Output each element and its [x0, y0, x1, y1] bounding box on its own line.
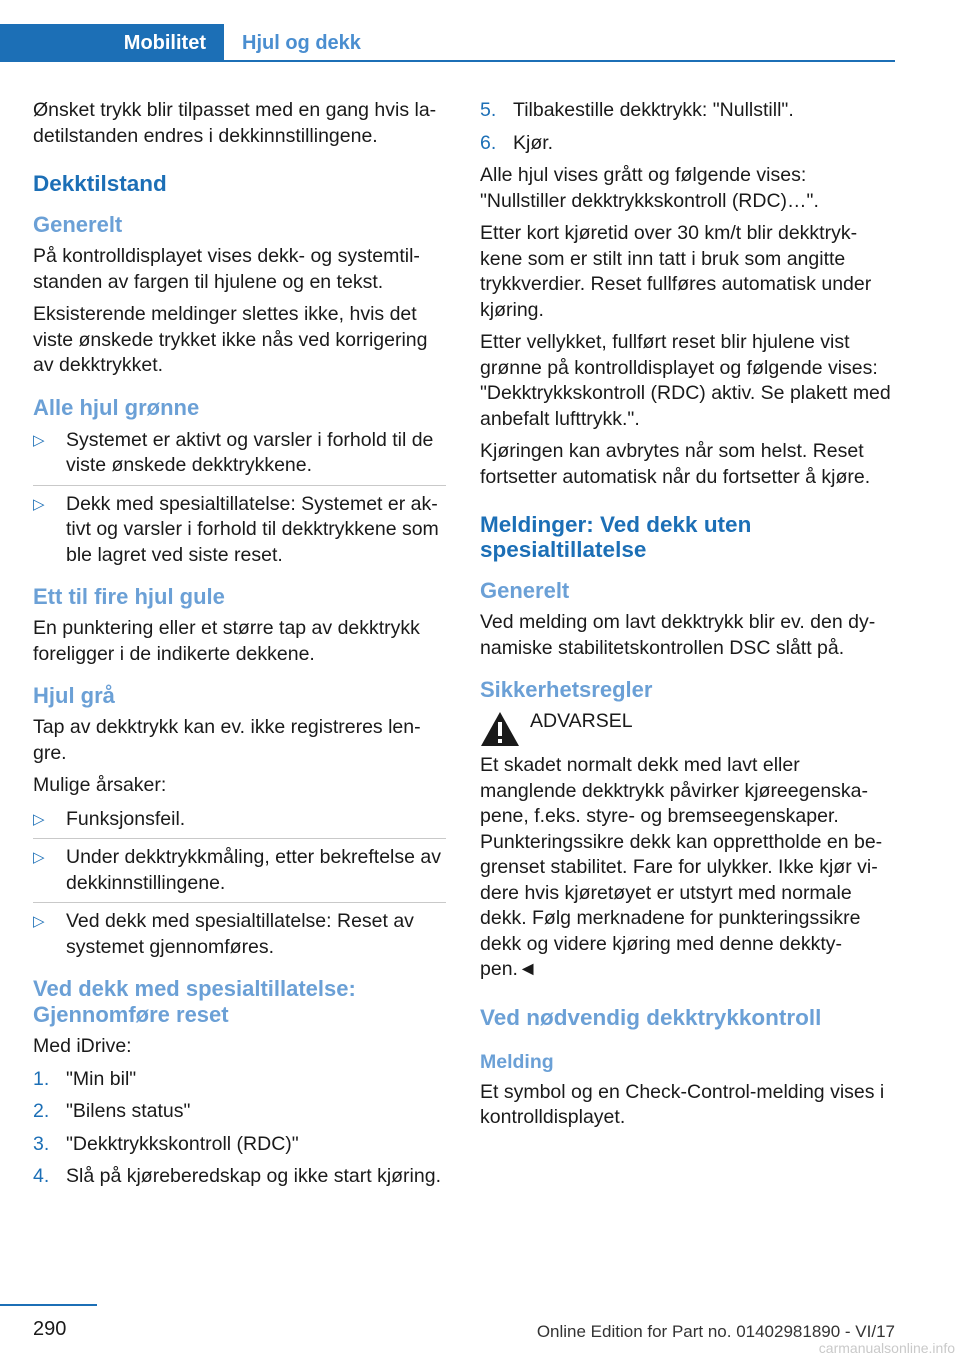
list-item: 1. "Min bil": [33, 1067, 137, 1090]
list-item: 6. Kjør.: [480, 131, 554, 154]
warning-text: Et skadet normalt dekk med lavt eller manglende dekktrykk påvirker kjøreegenska-pene, f.eks. styre- og bremseegenskaper. Punkteringssikre dekk kan opprettholde en be-grenset stabilitet. Fare for ulykker. Ikke kjør vi-dere hvis kjøretøyet er utstyrt med normale dekk. Følg merknadene for punkteringssikre dekk og videre kjøring med denne dekkty-pen.◄: [480, 754, 883, 980]
header-tabs: [0, 24, 895, 62]
paragraph-2: Etter kort kjøretid over 30 km/t blir dekktryk-kene som er stilt inn tatt i bruk som angitte trykkverdier. Reset fullføres automatisk under kjøring.: [480, 222, 872, 321]
paragraph-1: Alle hjul vises grått og følgende vises: "Nullstiller dekktrykkskontroll (RDC)…".: [480, 164, 819, 212]
list-item: ▷ Under dekktrykkmåling, etter bekreftelse av dekkinnstillingene.: [33, 838, 446, 896]
heading-alle-hjul-gronne: Alle hjul grønne: [33, 394, 200, 420]
list-item: 4. Slå på kjøreberedskap og ikke start kjøring.: [33, 1165, 441, 1187]
list-item: 5. Tilbakestille dekktrykk: "Nullstill".: [480, 99, 794, 121]
triangle-bullet-icon: ▷: [33, 431, 45, 449]
paragraph-3: Etter vellykket, fullført reset blir hjulene vist grønne på kontrolldisplayet og følgende vises: "Dekktrykkskontroll (RDC) aktiv. Se plakett med anbefalt lufttrykk.".: [480, 331, 891, 430]
list-item: ▷ Systemet er aktivt og varsler i forhold til de viste ønskede dekktrykkene.: [33, 428, 434, 476]
heading-melding: Melding: [480, 1050, 554, 1073]
triangle-bullet-icon: ▷: [33, 810, 45, 828]
triangle-bullet-icon: ▷: [33, 849, 45, 866]
heading-dekktilstand: Dekktilstand: [33, 171, 167, 196]
edition-text: Online Edition for Part no. 01402981890 - VI/17: [536, 1322, 895, 1341]
numbered-steps-right: [480, 98, 895, 156]
paragraph-4: Kjøringen kan avbrytes når som helst. Reset fortsetter automatisk når du fortsetter å kjøre.: [480, 440, 871, 488]
tab-mobilitet: Mobilitet: [0, 24, 224, 62]
list-item: ▷ Dekk med spesialtillatelse: Systemet er ak-tivt og varsler i forhold til dekktrykkene som ble lagret ved siste reset.: [33, 485, 446, 569]
header-rule: [224, 60, 895, 62]
paragraph-arsaker: Mulige årsaker:: [33, 774, 167, 796]
bullet-list-gra: [33, 806, 446, 961]
triangle-bullet-icon: ▷: [33, 495, 45, 513]
warning-title: ADVARSEL: [530, 710, 633, 732]
heading-generelt: Generelt: [33, 212, 123, 237]
bullet-list-gronne: [33, 427, 446, 569]
footer-rule: [0, 1304, 97, 1306]
heading-meldinger: Meldinger: Ved dekk uten spesialtillatelse: [480, 512, 752, 562]
warning-triangle-icon: [480, 711, 520, 747]
triangle-bullet-icon: ▷: [33, 913, 45, 930]
heading-sikkerhetsregler: Sikkerhetsregler: [480, 677, 653, 702]
heading-generelt-right: Generelt: [480, 578, 570, 603]
paragraph-gule: En punktering eller et større tap av dekktrykk foreligger i de indikerte dekkene.: [33, 617, 420, 665]
list-item: 2. "Bilens status": [33, 1100, 191, 1122]
heading-gule-hjul: Ett til fire hjul gule: [33, 584, 225, 609]
left-column: [33, 98, 446, 1197]
warning-block: [480, 709, 895, 759]
paragraph-gra: Tap av dekktrykk kan ev. ikke registreres len-gre.: [33, 716, 421, 764]
list-item: ▷ Funksjonsfeil.: [33, 807, 446, 833]
paragraph-idrive: Med iDrive:: [33, 1035, 132, 1057]
list-item: 3. "Dekktrykkskontroll (RDC)": [33, 1132, 299, 1155]
heading-nodvendig: Ved nødvendig dekktrykkontroll: [480, 1004, 822, 1030]
heading-hjul-gra: Hjul grå: [33, 683, 115, 708]
page-number: 290: [33, 1318, 67, 1340]
list-item: ▷ Ved dekk med spesialtillatelse: Reset av systemet gjennomføres.: [33, 902, 446, 960]
paragraph-melding: Et symbol og en Check-Control-melding vises i kontrolldisplayet.: [480, 1080, 885, 1128]
watermark: carmanualsonline.info: [818, 1340, 955, 1356]
tab-hjul-og-dekk: Hjul og dekk: [242, 31, 361, 54]
intro-paragraph: Ønsket trykk blir tilpasset med en gang hvis la-detilstanden endres i dekkinnstillingene.: [33, 99, 437, 147]
heading-reset: Ved dekk med spesialtillatelse: Gjennomføre reset: [33, 976, 356, 1027]
paragraph-generelt-1: På kontrolldisplayet vises dekk- og systemtil-standen av fargen til hjulene og en tekst.: [33, 245, 420, 293]
paragraph-generelt-right: Ved melding om lavt dekktrykk blir ev. den dy-namiske stabilitetskontrollen DSC slått på.: [480, 611, 876, 659]
numbered-steps-left: [33, 1067, 446, 1190]
paragraph-generelt-2: Eksisterende meldinger slettes ikke, hvis det viste ønskede trykket ikke nås ved korrigering av dekktrykket.: [33, 303, 428, 376]
right-column: [480, 98, 895, 1138]
